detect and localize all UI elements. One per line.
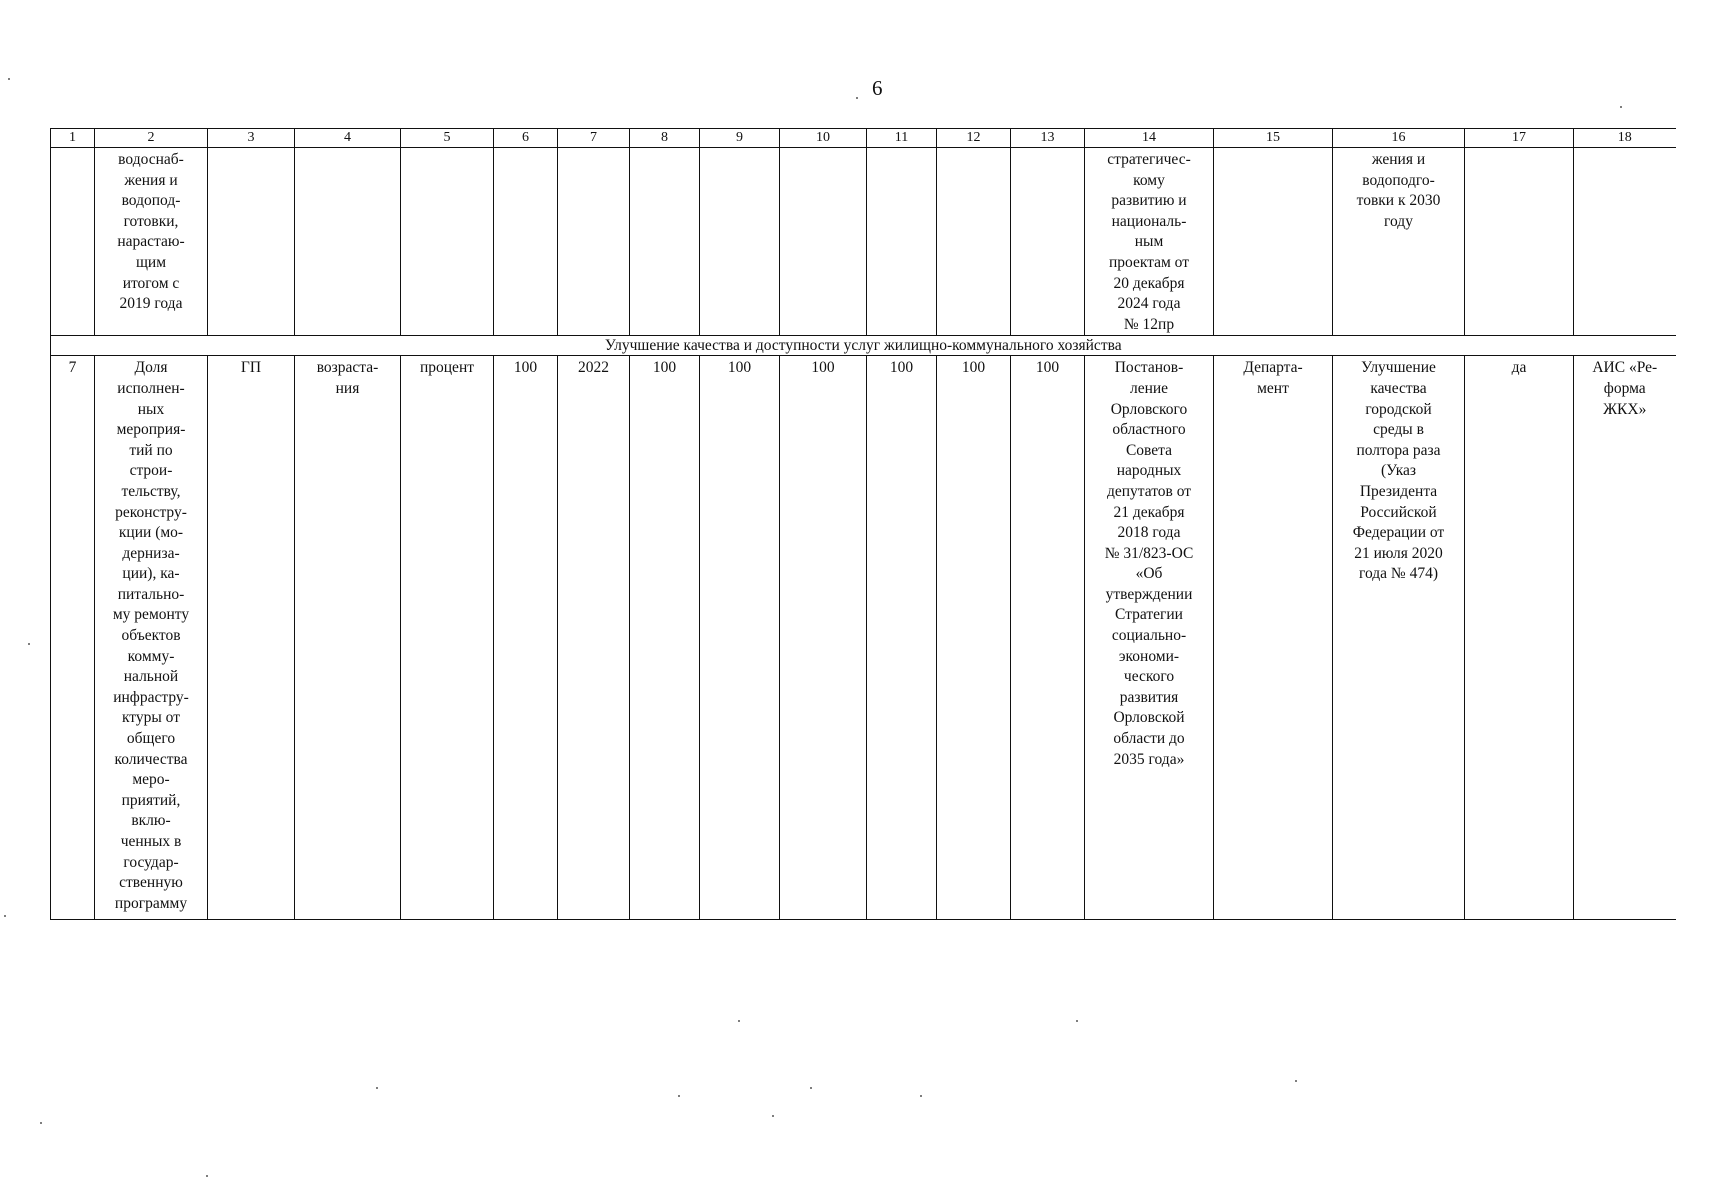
column-number: 17 xyxy=(1465,129,1574,148)
scan-speck xyxy=(810,1087,812,1089)
table-cell xyxy=(780,148,867,336)
base-value: 100 xyxy=(494,356,558,920)
value-cell: 100 xyxy=(630,356,700,920)
column-number: 12 xyxy=(937,129,1011,148)
column-number: 4 xyxy=(295,129,401,148)
column-number: 5 xyxy=(401,129,494,148)
section-row xyxy=(51,336,1676,356)
value-cell: 100 xyxy=(867,356,937,920)
indicator-name-continued: водоснаб- жения и водопод- готовки, нарастаю- щим итогом с 2019 года xyxy=(95,148,208,336)
table-cell xyxy=(401,148,494,336)
indicator-name: Доля исполнен- ных мероприя- тий по строи- тельству, реконстру- кции (мо- дерниза- ции), ка- питально- му ремонту объектов комму- нальной инфрастру- ктуры от общего количества меро- приятий, вклю- ченных в государ- ственную программу xyxy=(95,356,208,920)
continuation-row xyxy=(51,148,1676,336)
table-cell xyxy=(558,148,630,336)
column-number: 7 xyxy=(558,129,630,148)
column-number: 14 xyxy=(1085,129,1214,148)
row-number: 7 xyxy=(51,356,95,920)
column-number: 6 xyxy=(494,129,558,148)
column-number: 10 xyxy=(780,129,867,148)
scan-speck xyxy=(8,78,10,80)
scan-speck xyxy=(4,915,6,917)
table-cell xyxy=(867,148,937,336)
legal-basis: Постанов- ление Орловского областного Совета народных депутатов от 21 декабря 2018 года № 31/823-ОС «Об утверждении Стратегии социально- экономи- ческого развития Орловской области до 2035 года» xyxy=(1085,356,1214,920)
column-number: 3 xyxy=(208,129,295,148)
scan-speck xyxy=(1295,1080,1297,1082)
scan-speck xyxy=(1076,1020,1078,1022)
table-cell xyxy=(1214,148,1333,336)
column-number: 8 xyxy=(630,129,700,148)
column-number: 2 xyxy=(95,129,208,148)
column-number: 11 xyxy=(867,129,937,148)
table-cell xyxy=(700,148,780,336)
column-number: 1 xyxy=(51,129,95,148)
responsible: Департа- мент xyxy=(1214,356,1333,920)
table-cell xyxy=(295,148,401,336)
scan-speck xyxy=(678,1095,680,1097)
scan-speck xyxy=(1620,106,1622,108)
value-cell: 100 xyxy=(780,356,867,920)
table-cell xyxy=(494,148,558,336)
column-number: 18 xyxy=(1574,129,1676,148)
table-cell xyxy=(1465,148,1574,336)
table-cell xyxy=(937,148,1011,336)
column-number: 16 xyxy=(1333,129,1465,148)
national-goal: Улучшение качества городской среды в полтора раза (Указ Президента Российской Федерации от 21 июля 2020 года № 474) xyxy=(1333,356,1465,920)
table-cell xyxy=(51,148,95,336)
scan-speck xyxy=(376,1087,378,1089)
column-number: 15 xyxy=(1214,129,1333,148)
indicator-trend: возраста- ния xyxy=(295,356,401,920)
table-cell xyxy=(208,148,295,336)
scan-speck xyxy=(28,643,30,645)
scan-speck xyxy=(738,1020,740,1022)
section-title: Улучшение качества и доступности услуг жилищно-коммунального хозяйства xyxy=(51,336,1676,356)
indicator-table xyxy=(50,128,1676,920)
column-number-row xyxy=(51,129,1676,148)
national-goal-continued: жения и водоподго- товки к 2030 году xyxy=(1333,148,1465,336)
table-cell xyxy=(1011,148,1085,336)
unit: процент xyxy=(401,356,494,920)
base-year: 2022 xyxy=(558,356,630,920)
legal-basis-continued: стратегичес- кому развитию и националь- ным проектам от 20 декабря 2024 года № 12пр xyxy=(1085,148,1214,336)
column-number: 13 xyxy=(1011,129,1085,148)
scan-speck xyxy=(772,1115,774,1117)
scan-speck xyxy=(40,1122,42,1124)
page-number: 6 xyxy=(872,76,883,100)
table-cell xyxy=(630,148,700,336)
column-number: 9 xyxy=(700,129,780,148)
scan-speck xyxy=(206,1175,208,1177)
scan-speck xyxy=(920,1095,922,1097)
value-cell: 100 xyxy=(937,356,1011,920)
value-cell: 100 xyxy=(700,356,780,920)
table-row xyxy=(51,356,1676,920)
value-cell: 100 xyxy=(1011,356,1085,920)
scan-speck xyxy=(856,97,858,99)
info-system: АИС «Ре- форма ЖКХ» xyxy=(1574,356,1676,920)
flag-cell: да xyxy=(1465,356,1574,920)
indicator-level: ГП xyxy=(208,356,295,920)
table-cell xyxy=(1574,148,1676,336)
